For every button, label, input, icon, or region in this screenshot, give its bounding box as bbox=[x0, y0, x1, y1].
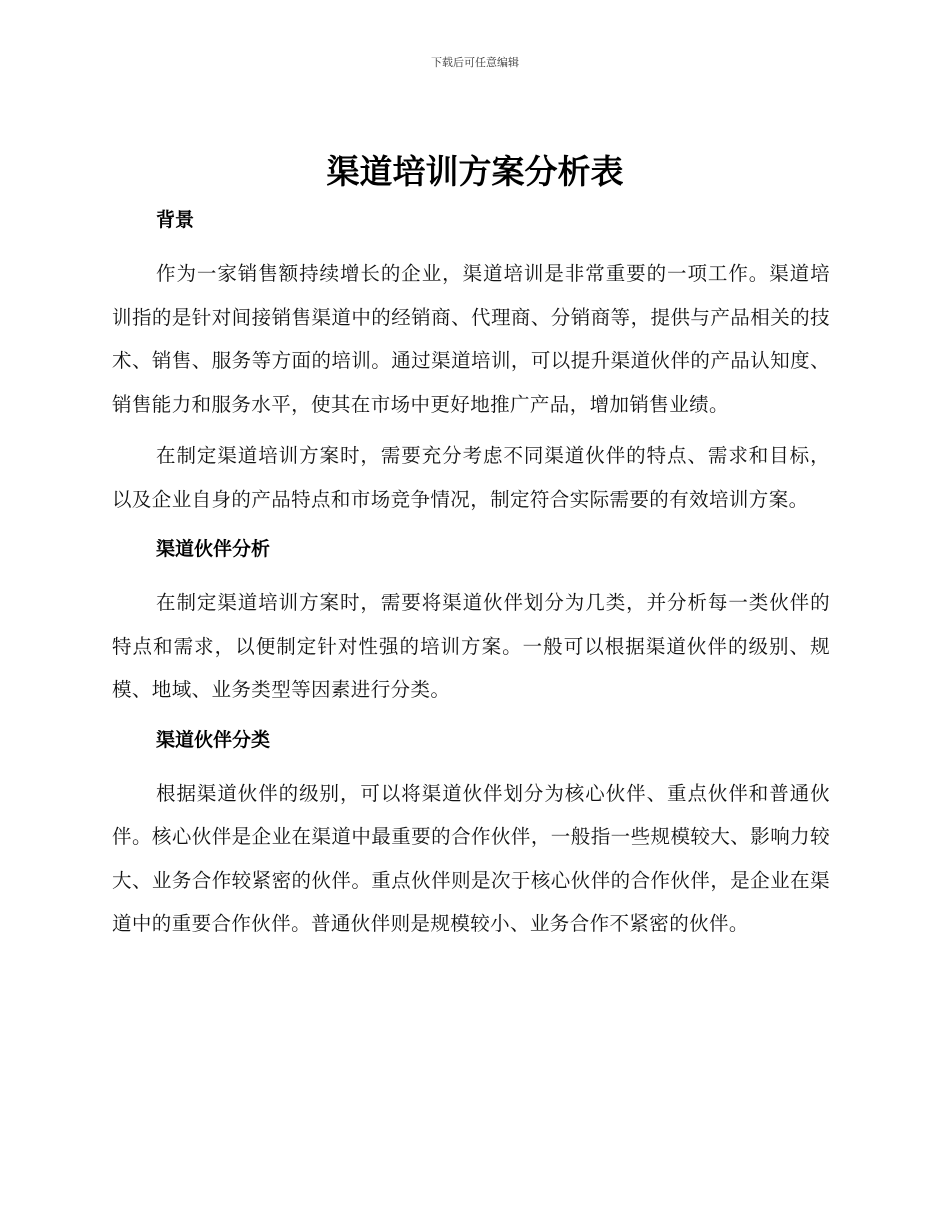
section-heading-partner-classification: 渠道伙伴分类 bbox=[156, 728, 271, 751]
section-heading-background: 背景 bbox=[156, 209, 195, 231]
paragraph: 在制定渠道培训方案时，需要将渠道伙伴划分为几类，并分析每一类伙伴的特点和需求，以便制定针对性强的培训方案。一般可以根据渠道伙伴的级别、规模、地域、业务类型等因素进行分类。 bbox=[112, 591, 830, 701]
paragraph: 在制定渠道培训方案时，需要充分考虑不同渠道伙伴的特点、需求和目标，以及企业自身的产品特点和市场竞争情况，制定符合实际需要的有效培训方案。 bbox=[112, 444, 830, 511]
paragraph: 根据渠道伙伴的级别，可以将渠道伙伴划分为核心伙伴、重点伙伴和普通伙伴。核心伙伴是企业在渠道中最重要的合作伙伴，一般指一些规模较大、影响力较大、业务合作较紧密的伙伴。重点伙伴则是次于核心伙伴的合作伙伴，是企业在渠道中的重要合作伙伴。普通伙伴则是规模较小、业务合作不紧密的伙伴。 bbox=[112, 781, 830, 935]
document-body bbox=[112, 200, 830, 946]
paragraph: 作为一家销售额持续增长的企业，渠道培训是非常重要的一项工作。渠道培训指的是针对间接销售渠道中的经销商、代理商、分销商等，提供与产品相关的技术、销售、服务等方面的培训。通过渠道培训，可以提升渠道伙伴的产品认知度、销售能力和服务水平，使其在市场中更好地推广产品，增加销售业绩。 bbox=[112, 262, 830, 416]
document-title: 渠道培训方案分析表 bbox=[326, 152, 624, 191]
section-heading-partner-analysis: 渠道伙伴分析 bbox=[156, 538, 271, 560]
header-note: 下载后可任意编辑 bbox=[431, 56, 519, 69]
